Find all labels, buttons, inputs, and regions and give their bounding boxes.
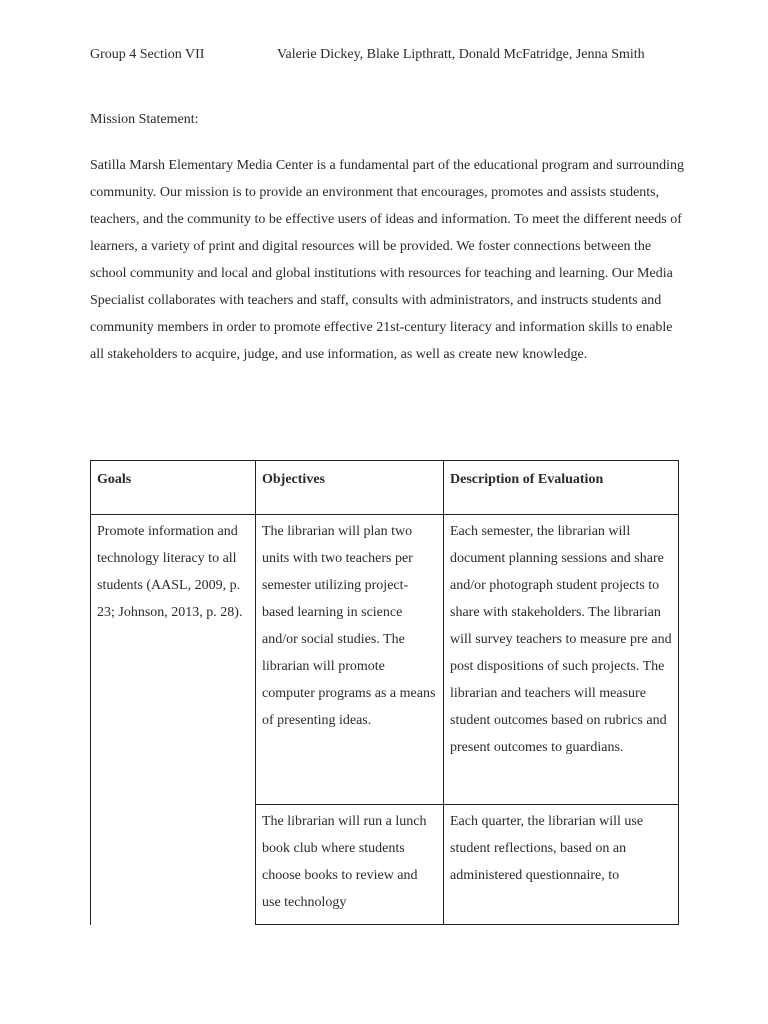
objective-cell [256,805,444,925]
evaluation-cell [444,515,679,805]
header-objectives: Objectives [256,461,444,515]
mission-statement [90,152,685,368]
objective-cell [256,515,444,805]
table-header-row [91,461,679,515]
goal-cell [91,515,256,925]
author-names: Valerie Dickey, Blake Lipthratt, Donald McFatridge, Jenna Smith [277,47,645,62]
mission-body: Satilla Marsh Elementary Media Center is a fundamental part of the educational program and surrounding community. Our mission is to provide an environment that encourages, promotes and assists students, teachers, and the community to be effective users of ideas and information. To meet the different needs of learners, a variety of print and digital resources will be provided. We foster connections between the school community and local and global institutions with resources for teaching and learning. Our Media Specialist collaborates with teachers and staff, consults with administrators, and instructs students and community members in order to promote effective 21st-century literacy and information skills to enable all stakeholders to acquire, judge, and use information, as well as create new knowledge. [90,158,685,362]
group-section-label: Group 4 Section VII [90,47,205,62]
header-goals: Goals [91,461,256,515]
mission-heading: Mission Statement: [90,112,199,127]
objective-text: The librarian will run a lunch book club where students choose books to review and use technology [262,814,427,910]
goals-table [90,460,679,925]
evaluation-text: Each quarter, the librarian will use student reflections, based on an administered questionnaire, to [450,814,644,883]
goal-text: Promote information and technology literacy to all students (AASL, 2009, p. 23; Johnson, 2013, p. 28). [97,524,243,620]
objective-text: The librarian will plan two units with two teachers per semester utilizing project-based learning in science and/or social studies. The librarian will promote computer programs as a means of presenting ideas. [262,524,436,728]
evaluation-text: Each semester, the librarian will document planning sessions and share and/or photograph student projects to share with stakeholders. The librarian will survey teachers to measure pre and post dispositions of such projects. The librarian and teachers will measure student outcomes based on rubrics and present outcomes to guardians. [450,524,672,755]
evaluation-cell [444,805,679,925]
table-row [91,515,679,805]
header-evaluation: Description of Evaluation [444,461,679,515]
